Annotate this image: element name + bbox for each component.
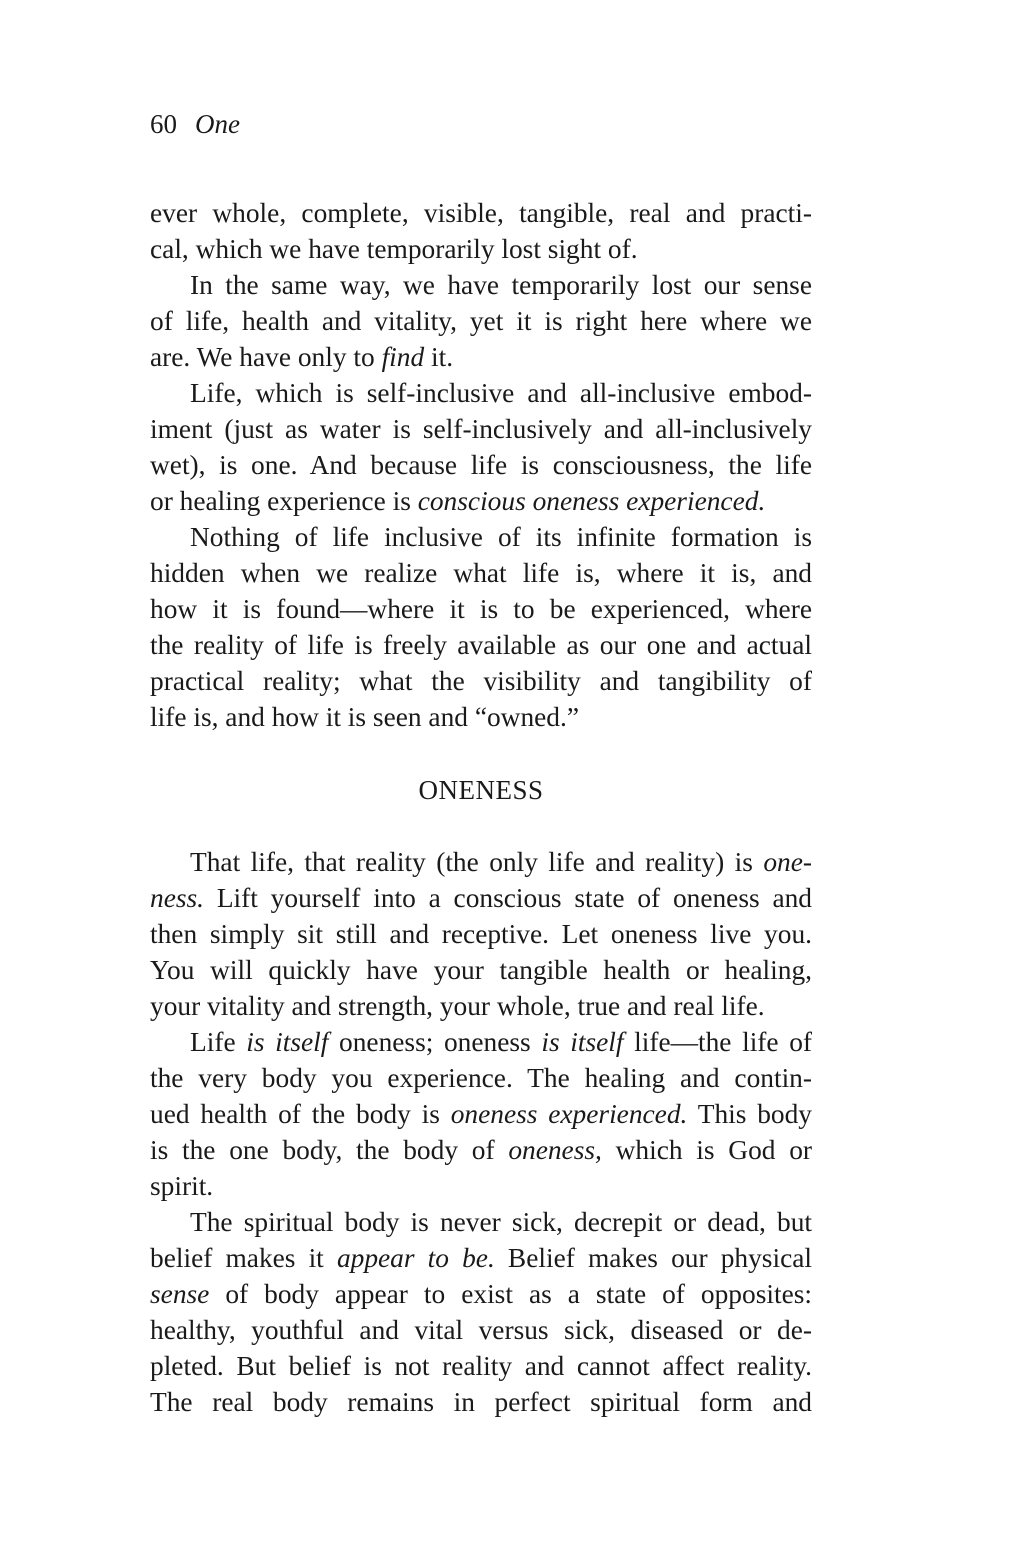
text-segment: In the same way, we have temporarily lost our sense (190, 270, 812, 300)
text-segment: pleted. But belief is not reality and cannot affect reality. (150, 1351, 812, 1381)
text-segment: The real body remains in perfect spiritual form and (150, 1387, 812, 1417)
text-line (150, 555, 812, 591)
text-segment: belief makes it (150, 1243, 337, 1273)
text-segment: wet), is one. And because life is consciousness, the life (150, 450, 812, 480)
text-segment: or healing experience is (150, 486, 418, 516)
text-line (150, 1312, 812, 1348)
text-line (150, 591, 812, 627)
italic-text: is itself (541, 1027, 624, 1057)
text-segment: is the one body, the body of (150, 1135, 509, 1165)
text-line (150, 663, 812, 699)
text-line (150, 195, 812, 231)
italic-text: sense (150, 1279, 210, 1309)
text-segment: life is, and how it is seen and “owned.” (150, 702, 580, 732)
italic-text: appear to be. (336, 1243, 495, 1273)
text-segment: ever whole, complete, visible, tangible, real and practi- (150, 198, 812, 228)
italic-text: oneness experienced. (450, 1099, 688, 1129)
italic-text: oneness, (508, 1135, 602, 1165)
text-segment: healthy, youthful and vital versus sick, diseased or de- (150, 1315, 812, 1345)
italic-text: one- (763, 847, 812, 877)
text-segment: Life (190, 1027, 247, 1057)
text-segment: it. (424, 342, 454, 372)
text-segment: cal, which we have temporarily lost sight of. (150, 234, 638, 264)
text-line (150, 1024, 812, 1060)
text-segment: of body appear to exist as a state of opposites: (209, 1279, 812, 1309)
italic-text: ness. (150, 883, 205, 913)
text-segment: Lift yourself into a conscious state of oneness and (204, 883, 812, 913)
text-line (150, 1384, 812, 1420)
text-segment: which is God or (601, 1135, 813, 1165)
italic-text: is itself (246, 1027, 329, 1057)
text-line (150, 1348, 812, 1384)
text-segment: The spiritual body is never sick, decrepit or dead, but (190, 1207, 812, 1237)
text-segment: the very body you experience. The healing and contin- (150, 1063, 812, 1093)
italic-text: find (381, 342, 425, 372)
text-segment: Life, which is self-inclusive and all-inclusive embod- (190, 378, 812, 408)
text-line (150, 1204, 812, 1240)
text-segment: Belief makes our physical (494, 1243, 812, 1273)
text-segment: iment (just as water is self-inclusively and all-inclusively (150, 414, 812, 444)
text-line (150, 1096, 812, 1132)
text-line (150, 988, 812, 1024)
italic-text: conscious oneness experienced. (417, 486, 766, 516)
text-segment: Nothing of life inclusive of its infinite formation is (190, 522, 812, 552)
text-line (150, 483, 812, 519)
text-segment: hidden when we realize what life is, where it is, and (150, 558, 812, 588)
text-line (150, 880, 812, 916)
text-segment: spirit. (150, 1171, 214, 1201)
text-line (150, 699, 812, 735)
text-line (150, 1240, 812, 1276)
text-segment: your vitality and strength, your whole, true and real life. (150, 991, 765, 1021)
text-segment: ued health of the body is (150, 1099, 451, 1129)
text-segment: oneness; oneness (328, 1027, 542, 1057)
text-line (150, 1168, 812, 1204)
text-segment: practical reality; what the visibility and tangibility of (150, 666, 812, 696)
text-line (150, 1276, 812, 1312)
text-segment: the reality of life is freely available as our one and actual (150, 630, 812, 660)
text-line (150, 844, 812, 880)
text-line (150, 339, 812, 375)
text-line (150, 411, 812, 447)
section-heading: ONENESS (418, 775, 544, 805)
text-line (150, 303, 812, 339)
text-line (150, 952, 812, 988)
text-line (150, 1132, 812, 1168)
body-text-block-1 (150, 195, 812, 735)
text-line (150, 519, 812, 555)
text-segment: how it is found—where it is to be experienced, where (150, 594, 812, 624)
text-line (150, 627, 812, 663)
text-line (150, 231, 812, 267)
body-text-block-2 (150, 844, 812, 1420)
text-line (150, 1060, 812, 1096)
running-head (150, 106, 240, 142)
text-segment: This body (687, 1099, 813, 1129)
text-line (150, 267, 812, 303)
text-segment: That life, that reality (the only life and reality) is (190, 847, 764, 877)
text-segment: are. We have only to (150, 342, 382, 372)
book-title: One (195, 109, 240, 139)
text-line (150, 916, 812, 952)
text-line (150, 447, 812, 483)
page-number: 60 (150, 109, 177, 139)
text-segment: life—the life of (623, 1027, 813, 1057)
text-segment: then simply sit still and receptive. Let oneness live you. (150, 919, 812, 949)
text-segment: You will quickly have your tangible health or healing, (150, 955, 812, 985)
text-segment: of life, health and vitality, yet it is right here where we (150, 306, 812, 336)
text-line (150, 375, 812, 411)
